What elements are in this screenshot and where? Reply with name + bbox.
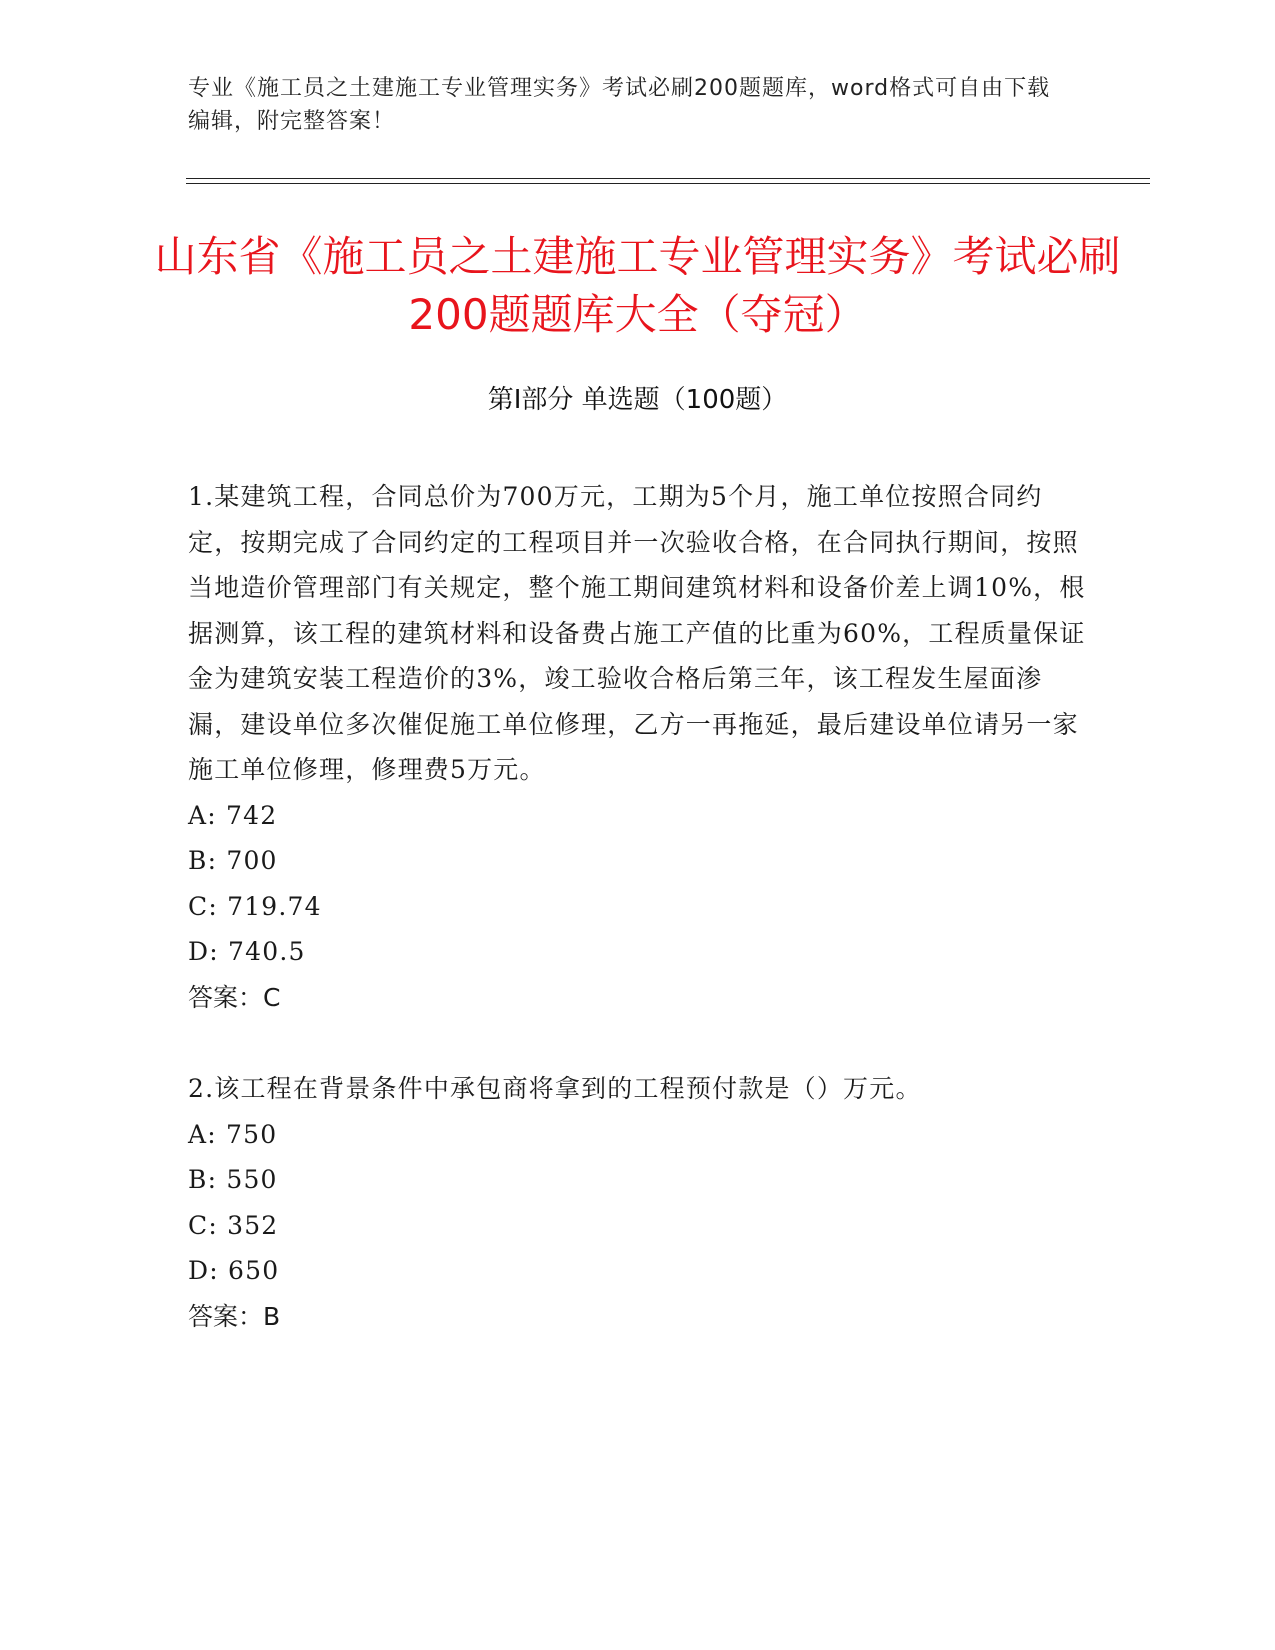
option-d: D: 650	[188, 1256, 280, 1285]
answer: 答案：B	[188, 1301, 281, 1331]
answer: 答案：C	[188, 982, 281, 1012]
question-1	[188, 474, 1088, 1020]
option-c: C: 719.74	[188, 891, 322, 921]
header-rule-bottom	[186, 183, 1150, 184]
option-c: C: 352	[188, 1210, 279, 1240]
question-stem: 2.该工程在背景条件中承包商将拿到的工程预付款是（）万元。	[188, 1074, 922, 1103]
question-2	[188, 1066, 1088, 1339]
option-a: A: 750	[188, 1119, 278, 1149]
page-header: 专业《施工员之土建施工专业管理实务》考试必刷200题题库，word格式可自由下载编辑，附完整答案！	[188, 76, 1051, 134]
question-stem: 1.某建筑工程，合同总价为700万元，工期为5个月，施工单位按照合同约定，按期完成了合同约定的工程项目并一次验收合格，在合同执行期间，按照当地造价管理部门有关规定，整个施工期间建筑材料和设备价差上调10%，根据测算，该工程的建筑材料和设备费占施工产值的比重为60%，工程质量保证金为建筑安装工程造价的3%，竣工验收合格后第三年，该工程发生屋面渗漏，建设单位多次催促施工单位修理，乙方一再拖延，最后建设单位请另一家施工单位修理，修理费5万元。	[188, 482, 1086, 784]
section-title: 第Ⅰ部分 单选题（100题）	[487, 385, 788, 415]
option-b: B: 700	[188, 846, 278, 875]
option-d: D: 740.5	[188, 937, 306, 966]
question-list	[188, 474, 1088, 1385]
option-b: B: 550	[188, 1165, 278, 1194]
header-rule-top	[186, 178, 1150, 179]
document-title: 山东省《施工员之土建施工专业管理实务》考试必刷200题题库大全（夺冠）	[154, 232, 1121, 339]
option-a: A: 742	[188, 800, 278, 830]
